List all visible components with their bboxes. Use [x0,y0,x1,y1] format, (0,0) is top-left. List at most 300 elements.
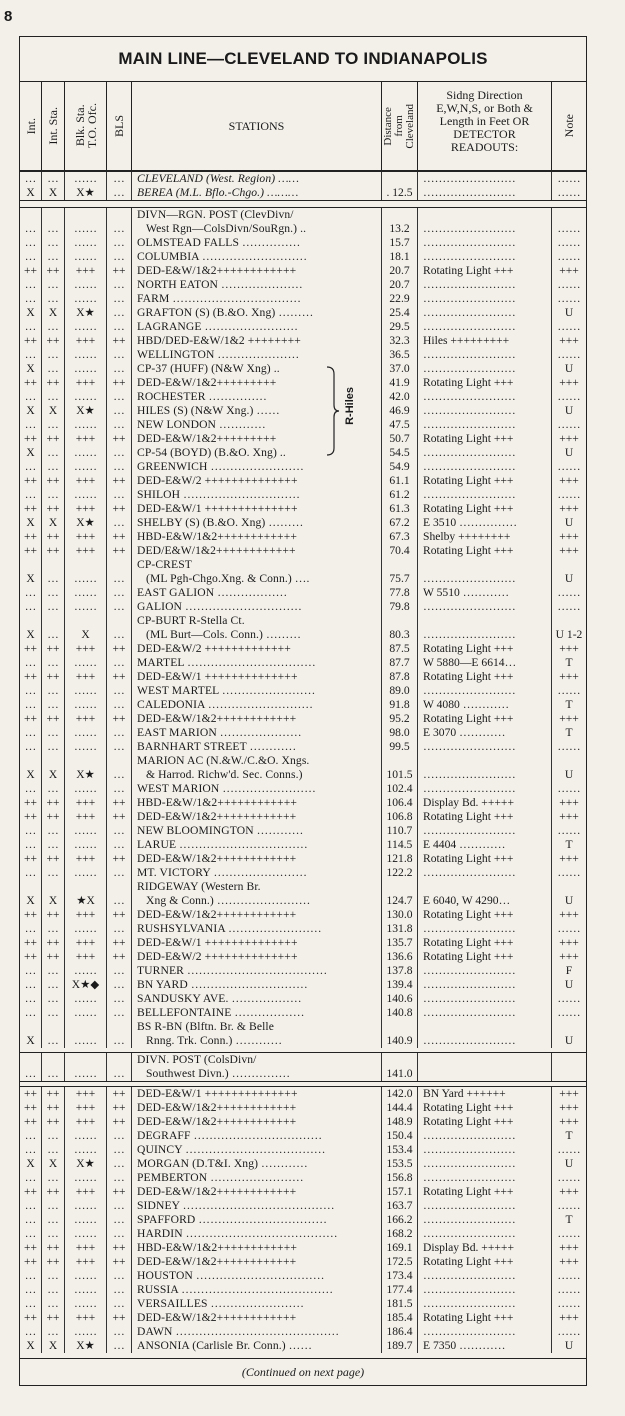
bls-value: ++ [112,1312,126,1324]
int-sta-cell [42,1297,65,1311]
int-sta-value: … [47,965,59,977]
bls-cell [107,1101,132,1115]
int-cell [20,446,42,460]
siding-value: Rotating Light +++ [423,1311,514,1324]
distance-cell [382,810,418,824]
int-value: … [24,1144,37,1156]
int-value: ++ [24,811,37,823]
station-line: DEGRAFF …………………………… [137,1129,323,1142]
note-cell [552,488,586,502]
siding-cell [418,1129,552,1143]
bls-cell [107,390,132,404]
station-cell [132,1339,382,1353]
bls-value: … [113,223,125,235]
int-sta-cell [42,460,65,474]
siding-value: Rotating Light +++ [423,264,514,277]
int-value: ++ [24,1186,37,1198]
station-line: RUSSIA ………………………………… [137,1283,334,1296]
int-cell [20,1255,42,1269]
siding-cell [418,838,552,852]
distance-cell [382,558,418,586]
station-line: ANSONIA (Carlisle Br. Conn.) …… [137,1339,313,1352]
distance-value: 95.2 [389,712,410,725]
note-value: +++ [559,712,579,725]
int-sta-value: … [47,1214,59,1226]
note-cell [552,1339,586,1353]
siding-value: …………………… [423,1297,516,1310]
int-value: X [26,517,35,529]
distance-cell [382,1185,418,1199]
table-row [20,404,586,418]
bls-cell [107,376,132,390]
bls-value: … [113,1270,125,1282]
table-row [20,838,586,852]
blk-sta-cell [65,908,107,922]
int-value: … [24,1172,37,1184]
distance-cell [382,516,418,530]
station-line: MORGAN (D.T&I. Xng) ………… [137,1157,308,1170]
int-cell [20,1101,42,1115]
bls-value: … [113,419,125,431]
int-sta-value: ++ [46,643,60,655]
distance-value: 140.9 [386,1034,413,1047]
distance-cell [382,740,418,754]
station-line: EAST GALION ……………… [137,586,288,599]
siding-cell [418,726,552,740]
station-line: GREENWICH …………………… [137,460,304,473]
station-line: BS R-BN (Blftn. Br. & Belle [137,1020,275,1033]
int-value: X [26,573,35,585]
station-line: SHILOH ………………………… [137,488,301,501]
int-cell [20,1269,42,1283]
bls-value: … [113,867,125,879]
note-value: +++ [559,502,579,515]
int-value: … [24,601,37,613]
int-sta-cell [42,544,65,558]
bls-value: ++ [112,335,126,347]
station-cell [132,838,382,852]
siding-cell [418,796,552,810]
siding-cell [418,670,552,684]
int-sta-cell [42,432,65,446]
blk-sta-cell [65,1325,107,1339]
int-cell [20,740,42,754]
blk-sta-cell [65,656,107,670]
distance-cell [382,992,418,1006]
bls-cell [107,1283,132,1297]
table-row [20,726,586,740]
note-cell [552,460,586,474]
int-cell [20,334,42,348]
table-row [20,1087,586,1101]
siding-value: Rotating Light +++ [423,852,514,865]
station-cell [132,1143,382,1157]
int-value: ++ [24,797,37,809]
distance-cell [382,782,418,796]
bls-cell [107,334,132,348]
table-row [20,1325,586,1339]
note-cell [552,474,586,488]
int-sta-value: … [47,1007,59,1019]
siding-cell [418,250,552,264]
table-header [20,82,586,172]
int-sta-value: … [47,783,59,795]
int-sta-value: … [47,867,59,879]
bls-value: … [113,1068,125,1080]
siding-value: …………………… [423,418,516,431]
siding-cell [418,376,552,390]
distance-cell [382,474,418,488]
station-line: DED-E&W/1&2+++++++++ [137,376,277,389]
blk-sta-cell [65,488,107,502]
blk-sta-value: X★◆ [71,979,100,991]
bls-value: … [113,1172,125,1184]
int-cell [20,1325,42,1339]
siding-cell [418,348,552,362]
bls-value: ++ [112,909,126,921]
note-cell [552,292,586,306]
int-value: … [24,587,37,599]
distance-value: 87.8 [389,670,410,683]
blk-sta-value: …… [74,699,97,711]
siding-cell [418,1101,552,1115]
bls-value: ++ [112,1116,126,1128]
table-row [20,1227,586,1241]
int-sta-value: … [47,1270,59,1282]
station-line: BEREA (M.L. Bflo.-Chgo.) ……… [137,186,299,199]
note-value: +++ [559,544,579,557]
distance-cell [382,1283,418,1297]
bls-value: ++ [112,853,126,865]
bls-value: ++ [112,531,126,543]
distance-value: 99.5 [389,740,410,753]
blk-sta-cell [65,334,107,348]
note-value: +++ [559,1311,579,1324]
distance-cell [382,390,418,404]
int-sta-value: ++ [46,1088,60,1100]
blk-sta-cell [65,250,107,264]
bls-cell [107,250,132,264]
station-cell [132,922,382,936]
blk-sta-value: X [81,629,90,641]
distance-cell [382,1227,418,1241]
station-line: MT. VICTORY …………………… [137,866,308,879]
bls-cell [107,404,132,418]
blk-sta-value: +++ [75,671,96,683]
siding-cell [418,544,552,558]
table-row [20,1053,586,1081]
int-sta-cell [42,418,65,432]
bls-value: ++ [112,1088,126,1100]
distance-value: 106.4 [386,796,413,809]
siding-cell [418,306,552,320]
blk-sta-cell [65,530,107,544]
station-cell [132,726,382,740]
note-cell [552,306,586,320]
bls-value: ++ [112,671,126,683]
table-row [20,614,586,642]
blk-sta-cell [65,586,107,600]
distance-value: 140.6 [386,992,413,1005]
siding-value: E 3510 …………… [423,516,518,529]
note-value: U [564,1034,574,1047]
note-cell [552,852,586,866]
bls-cell [107,1143,132,1157]
siding-cell [418,446,552,460]
siding-cell [418,782,552,796]
note-value: …… [557,222,581,235]
siding-value: …………………… [423,250,516,263]
blk-sta-cell [65,186,107,200]
distance-value: 29.5 [389,320,410,333]
distance-value: 61.1 [389,474,410,487]
table-row [20,1241,586,1255]
bls-cell [107,530,132,544]
note-cell [552,1129,586,1143]
bls-cell [107,320,132,334]
distance-cell [382,684,418,698]
station-line: DED-E&W/1&2++++++++++++ [137,264,297,277]
station-line: NEW BLOOMINGTON ………… [137,824,304,837]
blk-sta-cell [65,390,107,404]
siding-cell [418,1006,552,1020]
blk-sta-value: +++ [75,503,96,515]
header-int-sta: Int. Sta. [42,82,65,170]
station-line: CP-BURT R-Stella Ct. [137,614,245,627]
int-sta-cell [42,1283,65,1297]
blk-sta-value: X★ [76,307,95,319]
siding-cell [418,1157,552,1171]
distance-cell [382,1157,418,1171]
int-cell [20,782,42,796]
siding-cell [418,432,552,446]
blk-sta-cell [65,1255,107,1269]
station-line: DED-E&W/1&2++++++++++++ [137,908,297,921]
siding-value: Rotating Light +++ [423,908,514,921]
table-row [20,586,586,600]
bls-value: … [113,173,125,185]
int-sta-cell [42,698,65,712]
note-value: …… [557,172,581,185]
station-cell [132,1213,382,1227]
station-cell [132,530,382,544]
station-cell [132,698,382,712]
station-cell [132,600,382,614]
note-cell [552,754,586,782]
siding-value: Rotating Light +++ [423,544,514,557]
siding-value: …………………… [423,1213,516,1226]
station-cell [132,1101,382,1115]
int-sta-cell [42,348,65,362]
station-line: DED-E&W/1 ++++++++++++++ [137,502,298,515]
siding-cell [418,1241,552,1255]
blk-sta-cell [65,796,107,810]
siding-cell [418,558,552,586]
blk-sta-cell [65,670,107,684]
distance-cell [382,600,418,614]
siding-cell [418,292,552,306]
note-value: U [564,362,574,375]
distance-value: 110.7 [386,824,413,837]
siding-cell [418,1143,552,1157]
note-cell [552,712,586,726]
blk-sta-cell [65,278,107,292]
blk-sta-value: …… [74,419,97,431]
blk-sta-value: …… [74,461,97,473]
distance-cell [382,376,418,390]
siding-value: …………………… [423,1171,516,1184]
station-line: SPAFFORD …………………………… [137,1213,328,1226]
int-sta-value: ++ [46,1242,60,1254]
bls-cell [107,684,132,698]
note-cell [552,1157,586,1171]
table-row [20,236,586,250]
int-value: … [24,685,37,697]
station-line: DED/E&W/1&2++++++++++++ [137,544,296,557]
int-cell [20,586,42,600]
siding-cell [418,516,552,530]
siding-value: …………………… [423,1129,516,1142]
distance-cell [382,978,418,992]
station-line: FARM …………………………… [137,292,302,305]
note-value [552,1067,586,1081]
station-line: HBD-E&W/1&2++++++++++++ [137,530,297,543]
table-row [20,1171,586,1185]
station-cell [132,362,382,376]
blk-sta-value: …… [74,173,97,185]
distance-cell [382,1053,418,1081]
int-sta-cell [42,1053,65,1081]
int-value: … [24,825,37,837]
note-value: +++ [559,1115,579,1128]
int-cell [20,796,42,810]
int-sta-value: … [47,1228,59,1240]
distance-value: 61.2 [389,488,410,501]
station-cell [132,516,382,530]
int-value: … [24,1214,37,1226]
bls-value: … [113,363,125,375]
note-cell [552,172,586,186]
station-line: DED-E&W/1&2++++++++++++ [137,1311,297,1324]
int-value: … [24,1298,37,1310]
note-value: …… [557,1006,581,1019]
int-sta-value: ++ [46,1256,60,1268]
int-sta-value: … [47,657,59,669]
note-cell [552,586,586,600]
station-cell [132,796,382,810]
table-row [20,1269,586,1283]
distance-cell [382,362,418,376]
blk-sta-cell [65,1115,107,1129]
bls-cell [107,936,132,950]
int-sta-value: … [47,573,59,585]
distance-cell [382,852,418,866]
blk-sta-cell [65,236,107,250]
table-row [20,390,586,404]
bls-cell [107,614,132,642]
note-value: …… [557,740,581,753]
bls-cell [107,1129,132,1143]
int-cell [20,172,42,186]
note-value: +++ [559,936,579,949]
station-cell [132,712,382,726]
distance-value: 54.5 [389,446,410,459]
int-sta-value: ++ [46,531,60,543]
note-value: T [565,726,573,739]
bls-cell [107,978,132,992]
siding-cell [418,1227,552,1241]
note-cell [552,726,586,740]
note-value: U [564,516,574,529]
distance-cell [382,908,418,922]
blk-sta-cell [65,320,107,334]
station-cell [132,936,382,950]
note-value: U [564,404,574,417]
distance-value: 139.4 [386,978,413,991]
int-sta-cell [42,1020,65,1048]
station-cell [132,1171,382,1185]
int-sta-value: … [47,321,59,333]
bls-cell [107,922,132,936]
blk-sta-value: …… [74,657,97,669]
int-value: ++ [24,1088,37,1100]
table-row [20,642,586,656]
note-value: …… [557,488,581,501]
station-cell [132,684,382,698]
distance-cell [382,348,418,362]
bls-value: … [113,517,125,529]
note-value: …… [557,278,581,291]
siding-cell [418,186,552,200]
note-cell [552,446,586,460]
distance-cell [382,642,418,656]
blk-sta-value: …… [74,685,97,697]
int-sta-value: … [47,825,59,837]
distance-value [382,614,417,628]
siding-value: …………………… [423,628,516,641]
bls-value: ++ [112,797,126,809]
station-line: DED-E&W/1&2+++++++++ [137,432,277,445]
distance-value: 142.0 [386,1087,413,1100]
bls-value: ++ [112,951,126,963]
int-cell [20,1185,42,1199]
blk-sta-value: …… [74,391,97,403]
note-cell [552,1053,586,1081]
distance-value: 148.9 [386,1115,413,1128]
int-sta-cell [42,656,65,670]
int-cell [20,418,42,432]
note-cell [552,740,586,754]
int-sta-cell [42,1006,65,1020]
blk-sta-cell [65,558,107,586]
siding-cell [418,502,552,516]
int-sta-value: … [47,1298,59,1310]
distance-cell [382,432,418,446]
distance-value: 140.8 [386,1006,413,1019]
int-sta-value: … [47,293,59,305]
station-cell [132,1255,382,1269]
int-value: … [24,727,37,739]
note-value: U 1-2 [555,628,583,641]
int-sta-cell [42,488,65,502]
table-row [20,1213,586,1227]
distance-value: 130.0 [386,908,413,921]
station-line: BN YARD ………………………… [137,978,308,991]
blk-sta-value: …… [74,1172,97,1184]
siding-value: …………………… [423,992,516,1005]
table-row [20,950,586,964]
table-row [20,208,586,236]
